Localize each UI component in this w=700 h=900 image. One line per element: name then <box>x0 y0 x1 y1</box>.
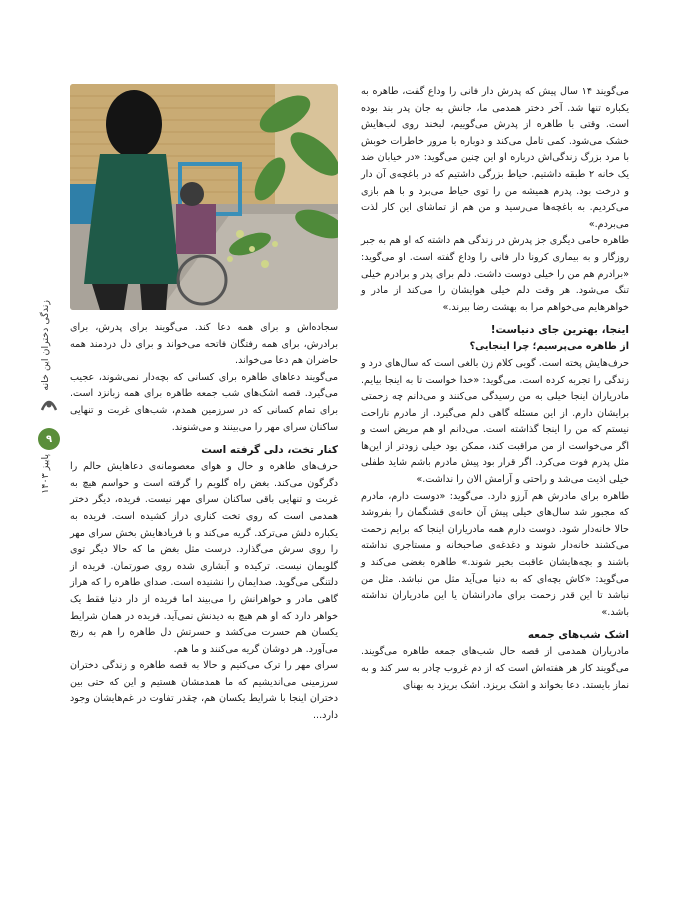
section-heading: کنار تخت، دلی گرفته است <box>201 444 338 457</box>
paragraph: از طاهره می‌پرسیم؛ چرا اینجایی؟ <box>469 341 629 353</box>
article-column-left <box>70 320 338 725</box>
paragraph: می‌گویند ۱۴ سال پیش که پدرش دار فانی را وداع گفت، طاهره به یکباره تنها شد. آخر دختر همدمی ما، جانش به جان پدر بند بوده است. وقتی با طاهره از پدرش می‌گوییم، لبخند روی لب‌هایش خشک می‌شود. کمی تامل می‌کند و دوباره با مرور خاطرات خوبش با مرد بزرگ زندگی‌اش درباره او این چنین می‌گوید: «در خیابان ضد یک خانه ۲ طبقه داشتیم. حیاط بزرگی داشتیم که در باغچه‌ی آن دار و درخت بود. پدرم همیشه من را توی حیاط می‌برد و با هم بازی می‌کردیم. به باغچه‌ها می‌رسید و من هم از تماشای این کار لذت می‌بردم.» <box>361 86 629 230</box>
section-title-vertical: زندگی دختران این خانه <box>40 300 51 391</box>
page-number-badge: ۹ <box>38 428 60 450</box>
magazine-logo-icon <box>38 392 60 414</box>
paragraph: حرف‌های طاهره و حال و هوای معصومانه‌ی دعاهایش حالم را دگرگون می‌کند. بغض راه گلویم را گرفته است و حواسم هیچ به غربت و تنهایی باقی ساکنان سرای مهر نیست. فریده، دیگر دختر همدمی است که روی تخت کناری دراز کشیده است. فریده به یکباره دلش می‌ترکد. گریه می‌کند و با فریادهایش بخش سرای مهر را روی سرش می‌گذارد. درست مثل بغض ما که حالا دیگر توی گلویمان نیست. ترکیده و آبشاری شده روی صورتمان. فریده از دلتنگی می‌گوید. صدایمان را نشنیده است. صدای طاهره را که هراز گاهی مادر و خواهرانش را می‌بیند اما فریده از دار دنیا فقط یک خواهر دارد که او هم هیچ به دیدنش نمی‌آید. فریده در همان شرایط یکسان هم حسرت می‌کشد و حسرتش دل طاهره را هم به رنج می‌آورد. هر دوشان گریه می‌کنند و ما هم. <box>70 461 338 655</box>
article-column-right <box>361 84 629 694</box>
paragraph: طاهره برای مادرش هم آرزو دارد. می‌گوید: «دوست دارم، مادرم که مجبور شد سال‌های خیلی پیش آن خانه‌ی قشنگمان را بفروشد حالا خانه‌دار شود. دوست دارم همه مادریاران اینجا که برایم زحمت می‌کشند خانه‌دار شوند و دغدغه‌ی صاحبخانه و مستاجری نداشته باشند و بچه‌هایشان عاقبت بخیر شوند.» طاهره بغضی می‌کند و می‌گوید: «کاش بچه‌ای که به دنیا می‌آید مثل من نباشد. مثل من نباشد تا این قدر زحمت برای مادرانشان یا این مادریاران نداشته باشد.» <box>361 490 629 618</box>
page-margin-strip <box>38 300 60 800</box>
paragraph: سجاده‌اش و برای همه دعا کند. می‌گویند برای پدرش، برای برادرش، برای همه رفتگان فاتحه می‌خواند و برای دل دردمند همه حاضران هم دعا می‌خواند. <box>70 322 338 367</box>
paragraph: حرف‌هایش پخته است. گویی کلام زن بالغی است که سال‌های درد و زندگی را تجربه کرده است. می‌گوید: «خدا خواست تا به اینجا بیایم. مادریاران اینجا خیلی به من رسیدگی می‌کنند و می‌دانم چه زحمتی برایشان دارم. از این مسئله گاهی دلم می‌گیرد. از مادرم ناراحت نیستم که من را اینجا گذاشته است. می‌دانم او هم مریض است و اگر می‌خواست از من مراقبت کند، ممکن بود خیلی زودتر از این‌ها مثل پدرم فوت می‌کرد. اگر قرار بود پیش مادرم باشم شاید طفلی خیلی اذیت می‌شد و راحتی و آرامش الان را نداشت.» <box>361 357 629 486</box>
paragraph: مادریاران همدمی از قصه حال شب‌های جمعه طاهره می‌گویند. می‌گویند کار هر هفته‌اش است که از دم غروب چادر به سر کند و به نماز بایستد. دعا بخواند و اشک بریزد. اشک بریزد به بهنای <box>361 646 629 691</box>
article-photo <box>70 84 338 310</box>
issue-date-vertical: پاییز ۱۴۰۳ <box>40 454 51 494</box>
paragraph: طاهره حامی دیگری جز پدرش در زندگی هم داشته که او هم به جبر روزگار و به بیماری کرونا دار فانی را وداع گفته است. او می‌گوید: «برادرم هم من را خیلی دوست داشت. دلم برای پدر و برادرم خیلی تنگ می‌شود. هر وقت دلم خیلی هوایشان را می‌کند از مادر و خواهرهایم می‌خواهم مرا به بهشت رضا ببرند.» <box>361 235 629 313</box>
paragraph: می‌گویند دعاهای طاهره برای کسانی که بچه‌دار نمی‌شوند، عجیب می‌گیرد. قصه اشک‌های شب جمعه طاهره برای همه زبانزد است. برای تمام کسانی که در سرزمین همدم، شب‌های غربت و تنهایی ساکنان سرای مهر را می‌بینند و می‌شنوند. <box>70 371 338 433</box>
section-heading: اشک شب‌های جمعه <box>527 629 629 642</box>
paragraph: سرای مهر را ترک می‌کنیم و حالا به قصه طاهره و زندگی دختران سرزمینی می‌اندیشیم که ما همدمشان هستیم و این که حتی بین دختران اینجا با شرایط یکسان هم، چقدر تفاوت در غم‌هایشان وجود دارد... <box>70 660 338 722</box>
section-heading: اینجا، بهترین جای دنیاست! <box>490 324 629 337</box>
